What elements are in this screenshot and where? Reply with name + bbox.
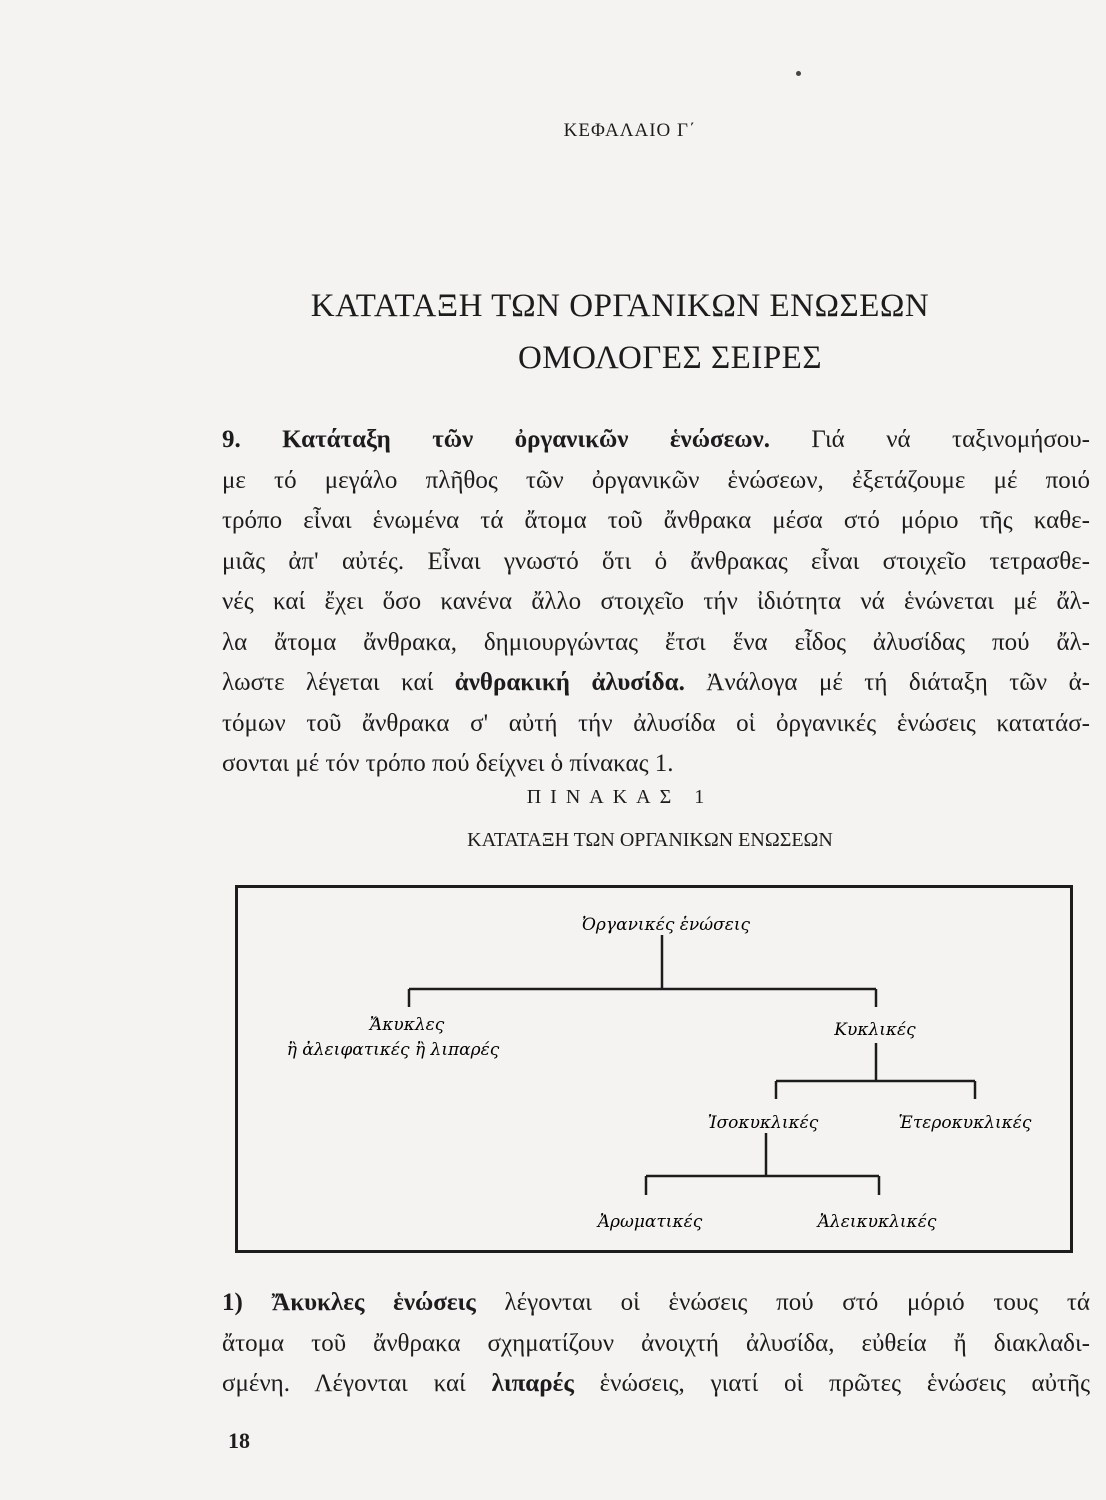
diagram-frame xyxy=(237,887,1072,1252)
paragraph-line: νές καί ἔχει ὅσο κανένα ἄλλο στοιχεῖο τήν ἰδιότητα νά ἑνώνεται μέ ἄλ- xyxy=(222,588,1090,615)
text-run: Γιά νά ταξινομήσου- xyxy=(769,426,1090,453)
acyclic-heading: 1) Ἄκυκλες ἑνώσεις xyxy=(222,1289,476,1316)
text-run: σμένη. Λέγονται καί xyxy=(222,1370,492,1397)
node-aromatic: Ἀρωματικές xyxy=(597,1212,703,1232)
node-cyclic: Κυκλικές xyxy=(834,1020,916,1040)
term-carbon-chain: ἀνθρακική ἀλυσίδα. xyxy=(454,669,685,696)
section-9-heading: 9. Κατάταξη τῶν ὀργανικῶν ἑνώσεων. xyxy=(222,426,770,453)
ink-dot xyxy=(796,71,801,76)
node-heterocyclic: Ἑτεροκυκλικές xyxy=(898,1113,1032,1133)
table-title: ΠΙΝΑΚΑΣ 1 xyxy=(526,786,714,808)
paragraph-line: τρόπο εἶναι ἑνωμένα τά ἄτομα τοῦ ἄνθρακα μέσα στό μόριο τῆς καθε- xyxy=(222,507,1090,534)
page-number: 18 xyxy=(228,1428,250,1453)
paragraph-line: ἄτομα τοῦ ἄνθρακα σχηματίζουν ἀνοιχτή ἀλυσίδα, εὐθεία ἤ διακλαδι- xyxy=(222,1329,1090,1357)
term-fatty: λιπαρές xyxy=(491,1370,574,1397)
paragraph-line xyxy=(222,1364,1090,1405)
paragraph-line xyxy=(222,420,1090,461)
text-run: ἑνώσεις, γιατί οἱ πρῶτες ἑνώσεις αὐτῆς xyxy=(573,1370,1090,1397)
paragraph-line: σονται μέ τόν τρόπο πού δείχνει ὁ πίνακας 1. xyxy=(222,750,674,777)
node-acyclic: Ἄκυκλες xyxy=(369,1015,445,1035)
node-alicyclic: Ἀλεικυκλικές xyxy=(817,1212,937,1232)
chapter-heading: ΚΕΦΑΛΑΙΟ Γ΄ xyxy=(563,120,697,141)
text-run: λωστε λέγεται καί xyxy=(222,669,455,696)
chapter-title-line2: ΟΜΟΛΟΓΕΣ ΣΕΙΡΕΣ xyxy=(517,340,823,376)
classification-tree-diagram xyxy=(235,885,1073,1255)
paragraph-line: τόμων τοῦ ἄνθρακα σ' αὐτή τήν ἀλυσίδα οἱ ὀργανικές ἑνώσεις κατατάσ- xyxy=(222,709,1090,737)
node-organic-compounds: Ὀργανικές ἑνώσεις xyxy=(582,915,750,935)
paragraph-line: με τό μεγάλο πλῆθος τῶν ὀργανικῶν ἑνώσεων, ἐξετάζουμε μέ ποιό xyxy=(222,466,1090,494)
paragraph-line xyxy=(222,1283,1090,1324)
paragraph-line xyxy=(222,663,1090,704)
text-run: Ἀνάλογα μέ τή διάταξη τῶν ἀ- xyxy=(684,669,1090,696)
acyclic-compounds-paragraph xyxy=(222,1283,1090,1405)
table-subtitle: ΚΑΤΑΤΑΞΗ ΤΩΝ ΟΡΓΑΝΙΚΩΝ ΕΝΩΣΕΩΝ xyxy=(467,829,833,851)
node-isocyclic: Ἰσοκυκλικές xyxy=(707,1113,819,1133)
node-acyclic-aliases: ἢ ἀλειφατικές ἢ λιπαρές xyxy=(286,1040,500,1060)
section-9-paragraph xyxy=(222,420,1090,785)
text-run: λέγονται οἱ ἑνώσεις πού στό μόριό τους τά xyxy=(475,1289,1090,1316)
chapter-title-line1: ΚΑΤΑΤΑΞΗ ΤΩΝ ΟΡΓΑΝΙΚΩΝ ΕΝΩΣΕΩΝ xyxy=(310,288,930,324)
paragraph-line: μιᾶς ἀπ' αὐτές. Εἶναι γνωστό ὅτι ὁ ἄνθρακας εἶναι στοιχεῖο τετρασθε- xyxy=(222,547,1090,575)
paragraph-line: λα ἄτομα ἄνθρακα, δημιουργώντας ἔτσι ἕνα εἶδος ἀλυσίδας πού ἄλ- xyxy=(222,628,1090,656)
